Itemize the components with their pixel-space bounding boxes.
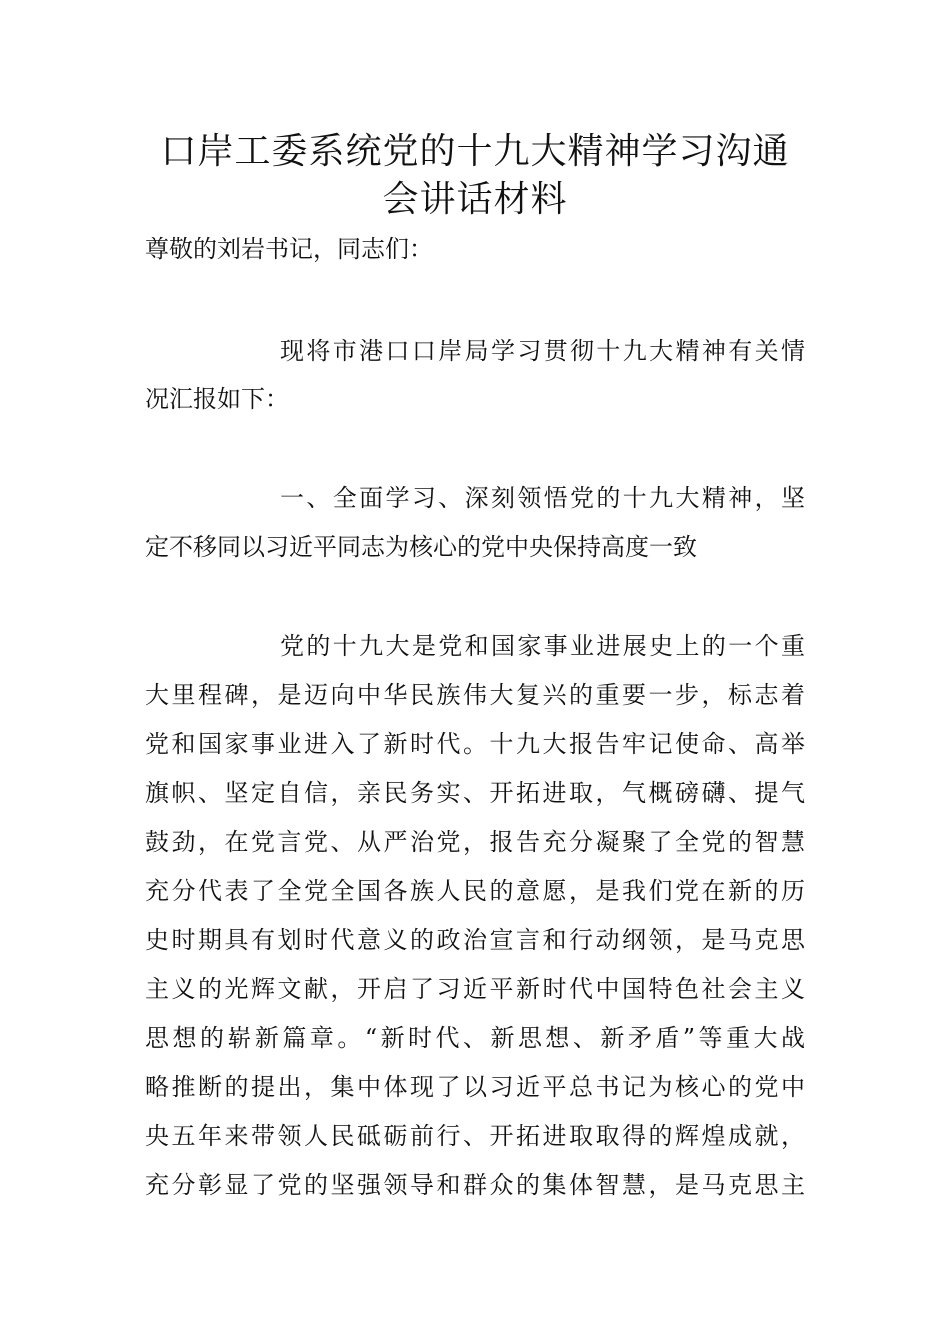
intro-line: 况汇报如下： — [145, 385, 289, 413]
paragraph-line: 党的十九大是党和国家事业进展史上的一个重 — [280, 632, 805, 660]
salutation: 尊敬的刘岩书记，同志们： — [145, 235, 433, 263]
paragraph-line: 史时期具有划时代意义的政治宣言和行动纲领，是马克思 — [145, 926, 805, 954]
paragraph-line: 央五年来带领人民砥砺前行、开拓进取取得的辉煌成就， — [145, 1122, 805, 1150]
paragraph-line: 主义的光辉文献，开启了习近平新时代中国特色社会主义 — [145, 975, 805, 1003]
document-title-line-2: 会讲话材料 — [382, 179, 568, 220]
paragraph-line: 旗帜、坚定自信，亲民务实、开拓进取，气概磅礴、提气 — [145, 779, 805, 807]
paragraph-line: 充分彰显了党的坚强领导和群众的集体智慧，是马克思主 — [145, 1171, 805, 1199]
section-heading-line: 定不移同以习近平同志为核心的党中央保持高度一致 — [145, 533, 697, 561]
paragraph-line: 鼓劲，在党言党、从严治党，报告充分凝聚了全党的智慧 — [145, 828, 805, 856]
paragraph-line: 大里程碑，是迈向中华民族伟大复兴的重要一步，标志着 — [145, 681, 805, 709]
document-title-line-1: 口岸工委系统党的十九大精神学习沟通 — [160, 131, 790, 172]
paragraph-line: 党和国家事业进入了新时代。十九大报告牢记使命、高举 — [145, 730, 805, 758]
paragraph-line: 思想的崭新篇章。“新时代、新思想、新矛盾”等重大战 — [145, 1024, 805, 1052]
paragraph-line: 略推断的提出，集中体现了以习近平总书记为核心的党中 — [145, 1073, 805, 1101]
paragraph-line: 充分代表了全党全国各族人民的意愿，是我们党在新的历 — [145, 877, 805, 905]
intro-line: 现将市港口口岸局学习贯彻十九大精神有关情 — [280, 337, 805, 365]
section-heading-line: 一、全面学习、深刻领悟党的十九大精神，坚 — [280, 484, 805, 512]
